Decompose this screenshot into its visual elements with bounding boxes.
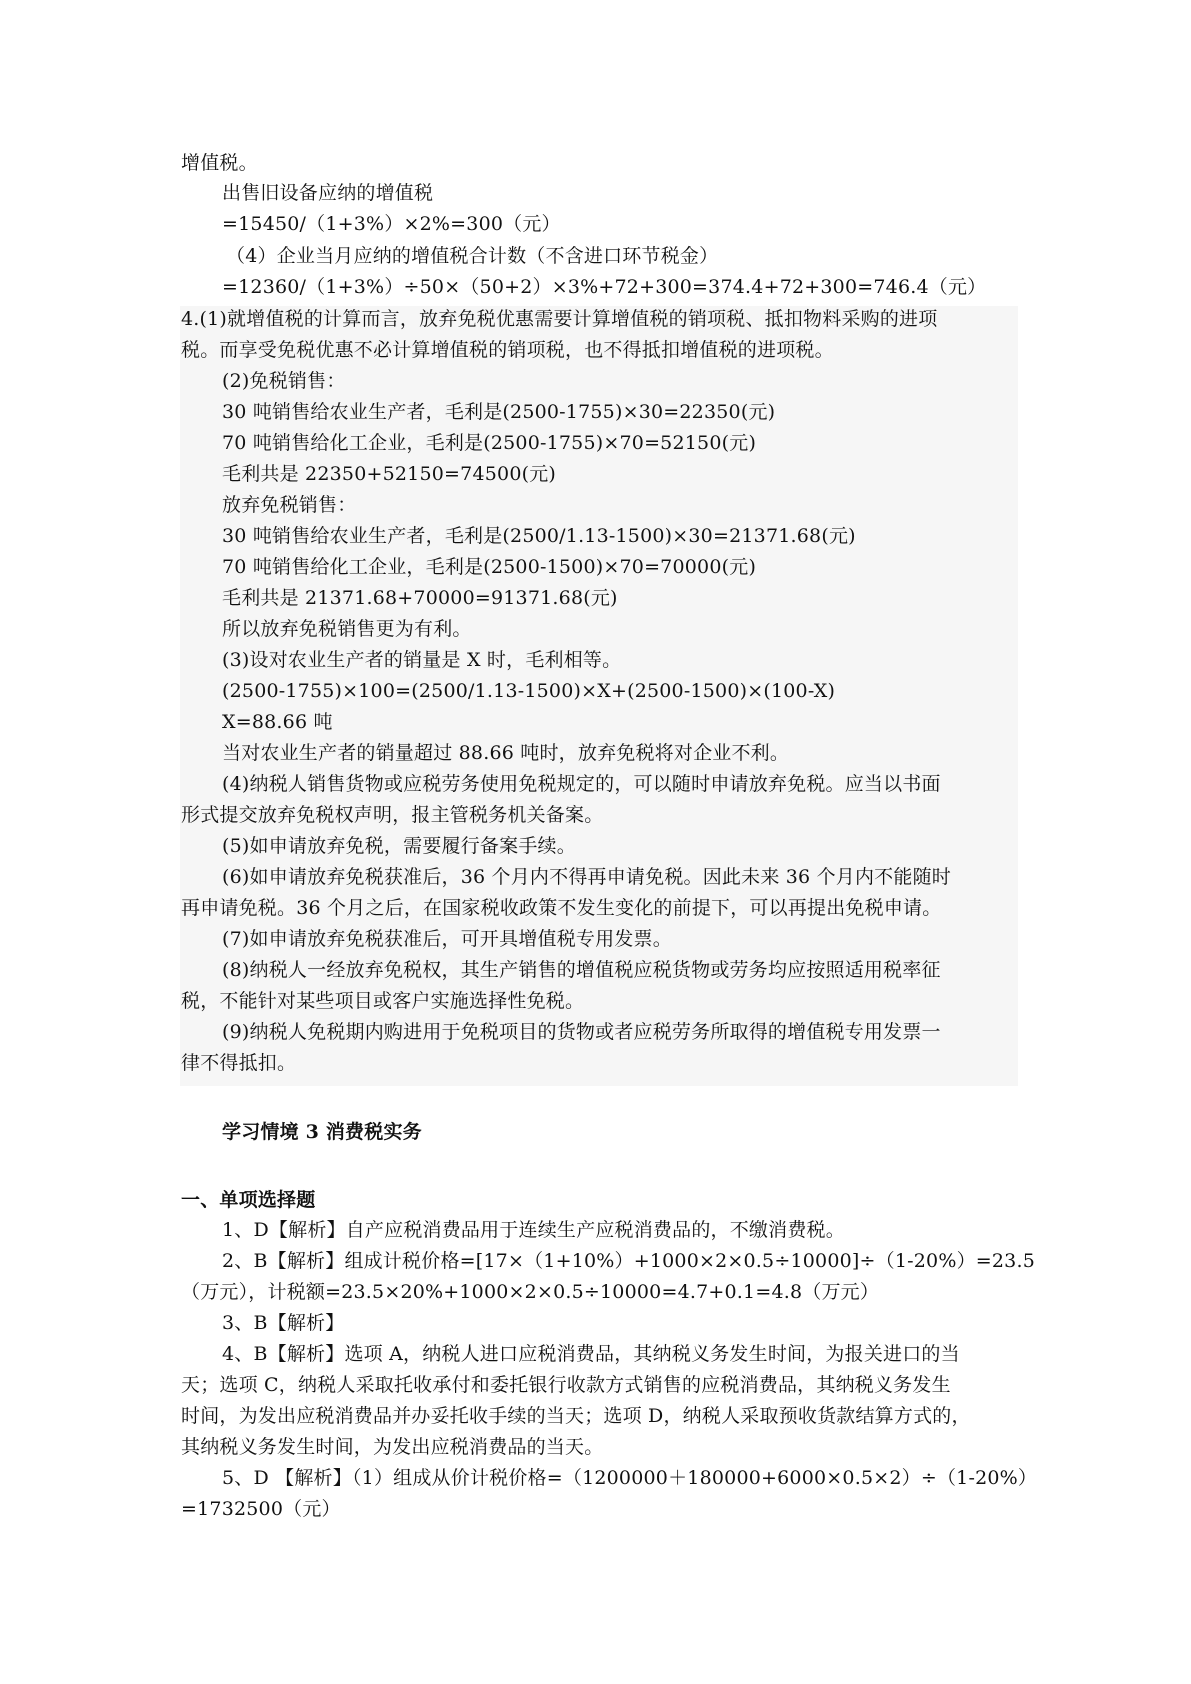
text-line: 律不得抵扣。 [181,1052,297,1074]
text-line: (3)设对农业生产者的销量是 X 时，毛利相等。 [222,649,622,671]
text-line: =15450/（1+3%）×2%=300（元） [222,213,561,235]
text-line: (2)免税销售： [222,370,346,392]
text-line: 形式提交放弃免税权声明，报主管税务机关备案。 [181,804,604,826]
text-line: (4)纳税人销售货物或应税劳务使用免税规定的，可以随时申请放弃免税。应当以书面 [222,773,941,795]
text-line: (9)纳税人免税期内购进用于免税项目的货物或者应税劳务所取得的增值税专用发票一 [222,1021,941,1043]
text-line: 税，不能针对某些项目或客户实施选择性免税。 [181,990,585,1012]
text-line: 时间，为发出应税消费品并办妥托收手续的当天；选项 D，纳税人采取预收货款结算方式的， [181,1405,971,1427]
text-line: 毛利共是 21371.68+70000=91371.68(元) [222,587,618,609]
text-line: 增值税。 [181,152,258,174]
text-line: 天；选项 C，纳税人采取托收承付和委托银行收款方式销售的应税消费品，其纳税义务发生 [181,1374,951,1396]
text-line: 所以放弃免税销售更为有利。 [222,618,472,640]
text-line: 30 吨销售给农业生产者，毛利是(2500/1.13-1500)×30=21371.68(元) [222,525,856,547]
text-line: （万元），计税额=23.5×20%+1000×2×0.5÷10000=4.7+0.1=4.8（万元） [181,1281,880,1303]
text-line: 其纳税义务发生时间，为发出应税消费品的当天。 [181,1436,604,1458]
text-line: 70 吨销售给化工企业，毛利是(2500-1755)×70=52150(元) [222,432,757,454]
text-line: (8)纳税人一经放弃免税权，其生产销售的增值税应税货物或劳务均应按照适用税率征 [222,959,941,981]
text-line: 出售旧设备应纳的增值税 [222,182,434,204]
text-line: 5、D 【解析】（1）组成从价计税价格=（1200000＋180000+6000×0.5×2）÷（1-20%） [222,1467,1038,1489]
text-line: 放弃免税销售： [222,494,357,516]
text-line: 2、B【解析】组成计税价格=[17×（1+10%）+1000×2×0.5÷10000]÷（1-20%）=23.5 [222,1250,1035,1272]
text-line: =12360/（1+3%）÷50×（50+2）×3%+72+300=374.4+72+300=746.4（元） [222,276,987,298]
text-line: 1、D【解析】自产应税消费品用于连续生产应税消费品的，不缴消费税。 [222,1219,845,1241]
text-line: 3、B【解析】 [222,1312,345,1334]
text-line: 70 吨销售给化工企业，毛利是(2500-1500)×70=70000(元) [222,556,757,578]
text-line: (5)如申请放弃免税，需要履行备案手续。 [222,835,576,857]
section-heading: 学习情境 3 消费税实务 [222,1121,422,1143]
text-line: (6)如申请放弃免税获准后，36 个月内不得再申请免税。因此未来 36 个月内不能随时 [222,866,951,888]
text-line: 4.(1)就增值税的计算而言，放弃免税优惠需要计算增值税的销项税、抵扣物料采购的进项 [181,308,938,330]
text-line: 30 吨销售给农业生产者，毛利是(2500-1755)×30=22350(元) [222,401,776,423]
text-line: (2500-1755)×100=(2500/1.13-1500)×X+(2500-1500)×(100-X) [222,680,836,702]
text-line: 税。而享受免税优惠不必计算增值税的销项税，也不得抵扣增值税的进项税。 [181,339,834,361]
section-subheading: 一、单项选择题 [181,1189,316,1211]
text-line: 再申请免税。36 个月之后，在国家税收政策不发生变化的前提下，可以再提出免税申请。 [181,897,942,919]
text-line: 毛利共是 22350+52150=74500(元) [222,463,557,485]
text-line: （4）企业当月应纳的增值税合计数（不含进口环节税金） [226,245,719,267]
text-line: (7)如申请放弃免税获准后，可开具增值税专用发票。 [222,928,672,950]
text-line: 4、B【解析】选项 A，纳税人进口应税消费品，其纳税义务发生时间，为报关进口的当 [222,1343,960,1365]
text-line: =1732500（元） [181,1498,341,1520]
text-line: 当对农业生产者的销量超过 88.66 吨时，放弃免税将对企业不利。 [222,742,790,764]
text-line: X=88.66 吨 [222,711,333,733]
